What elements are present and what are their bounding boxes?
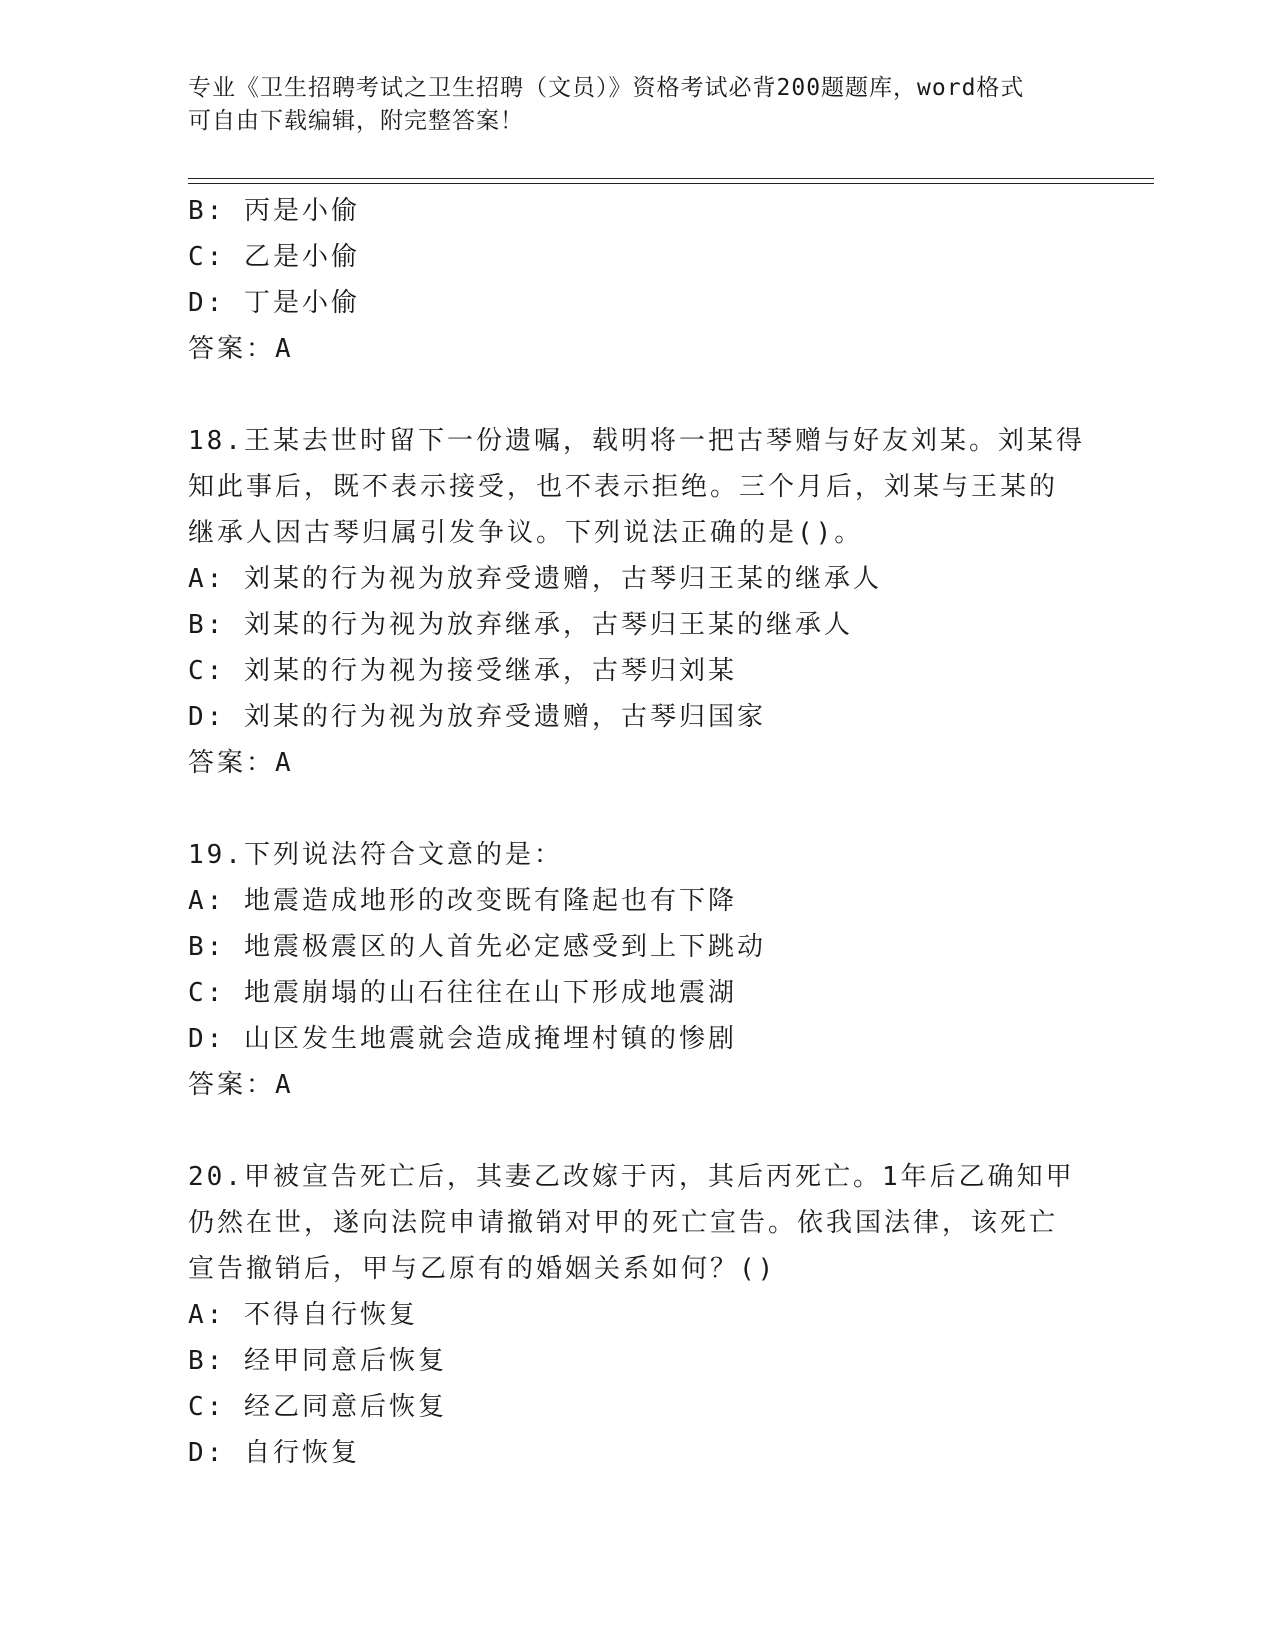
option-d: D: 自行恢复 (188, 1438, 360, 1468)
option-c: C: 地震崩塌的山石往往在山下形成地震湖 (188, 978, 737, 1008)
question-17-tail (188, 188, 1088, 372)
option-b: B: 地震极震区的人首先必定感受到上下跳动 (188, 932, 766, 962)
option-c: C: 乙是小偷 (188, 242, 360, 272)
document-header (188, 72, 1068, 138)
answer: 答案：A (188, 1070, 294, 1100)
question-stem-line: 继承人因古琴归属引发争议。下列说法正确的是()。 (188, 518, 864, 548)
header-divider-bottom (188, 183, 1154, 184)
option-b: B: 刘某的行为视为放弃继承，古琴归王某的继承人 (188, 610, 853, 640)
answer: 答案：A (188, 748, 294, 778)
header-divider-top (188, 178, 1154, 179)
question-stem-line: 知此事后，既不表示接受，也不表示拒绝。三个月后，刘某与王某的 (188, 472, 1059, 502)
answer: 答案：A (188, 334, 294, 364)
option-a: A: 不得自行恢复 (188, 1300, 418, 1330)
header-line-1: 专业《卫生招聘考试之卫生招聘（文员）》资格考试必背200题题库，word格式 (188, 75, 1025, 101)
spacer (188, 1108, 1088, 1154)
option-a: A: 刘某的行为视为放弃受遗赠，古琴归王某的继承人 (188, 564, 882, 594)
spacer (188, 786, 1088, 832)
question-stem-line: 19.下列说法符合文意的是： (188, 840, 563, 870)
option-d: D: 山区发生地震就会造成掩埋村镇的惨剧 (188, 1024, 737, 1054)
header-line-2: 可自由下载编辑，附完整答案！ (188, 108, 524, 134)
option-b: B: 丙是小偷 (188, 196, 360, 226)
option-d: D: 刘某的行为视为放弃受遗赠，古琴归国家 (188, 702, 766, 732)
question-content (188, 188, 1088, 1476)
option-a: A: 地震造成地形的改变既有隆起也有下降 (188, 886, 737, 916)
question-stem-line: 仍然在世，遂向法院申请撤销对甲的死亡宣告。依我国法律，该死亡 (188, 1208, 1059, 1238)
option-c: C: 刘某的行为视为接受继承，古琴归刘某 (188, 656, 737, 686)
question-stem-line: 18.王某去世时留下一份遗嘱，载明将一把古琴赠与好友刘某。刘某得 (188, 426, 1085, 456)
question-19 (188, 832, 1088, 1108)
question-20 (188, 1154, 1088, 1476)
question-stem-line: 20.甲被宣告死亡后，其妻乙改嫁于丙，其后丙死亡。1年后乙确知甲 (188, 1162, 1075, 1192)
option-c: C: 经乙同意后恢复 (188, 1392, 447, 1422)
question-18 (188, 418, 1088, 786)
option-b: B: 经甲同意后恢复 (188, 1346, 447, 1376)
option-d: D: 丁是小偷 (188, 288, 360, 318)
question-stem-line: 宣告撤销后，甲与乙原有的婚姻关系如何？() (188, 1254, 777, 1284)
spacer (188, 372, 1088, 418)
